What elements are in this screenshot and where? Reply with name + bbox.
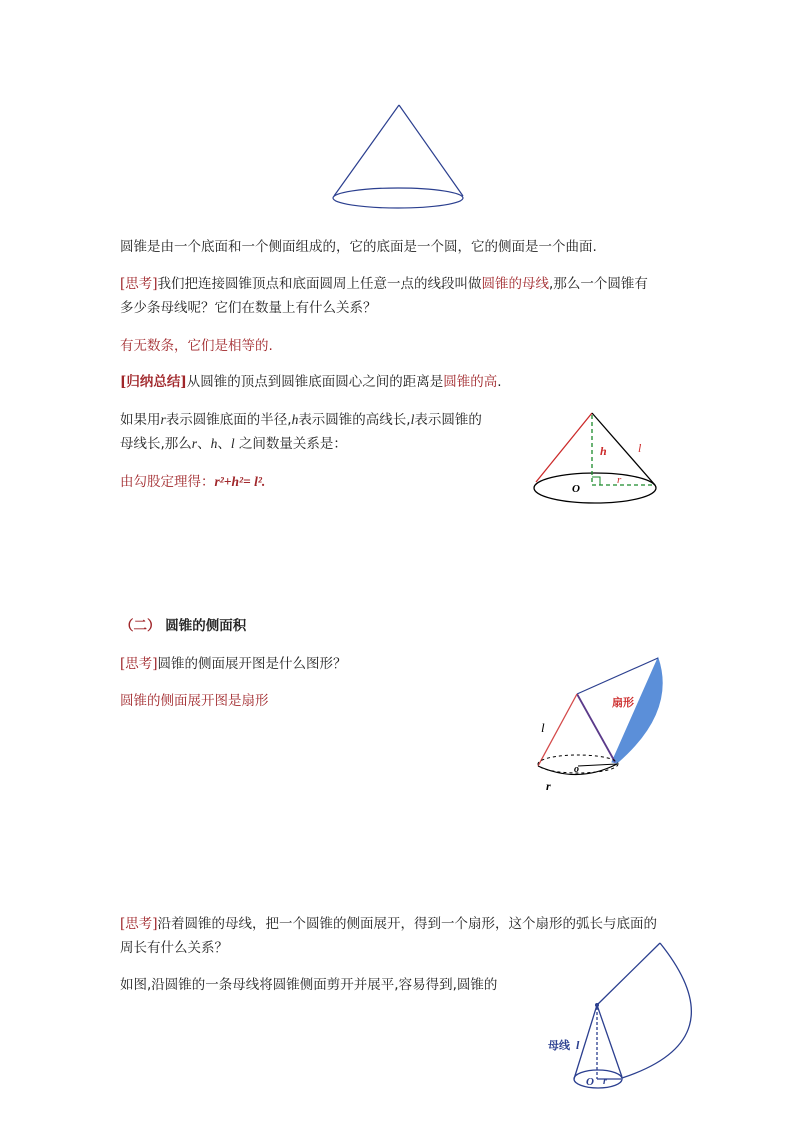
summary-paragraph: [归纳总结]从圆锥的顶点到圆锥底面圆心之间的距离是圆锥的高. xyxy=(120,374,502,390)
cone2-r-label: r xyxy=(617,474,622,486)
height-term: 圆锥的高 xyxy=(443,374,498,390)
think-paragraph-3-line2: 周长有什么关系？ xyxy=(120,940,228,956)
think-paragraph-1-line2: 多少条母线呢？它们在数量上有什么关系？ xyxy=(120,300,377,316)
think-paragraph-1: [思考]我们把连接圆锥顶点和底面圆周上任意一点的线段叫做圆锥的母线,那么一个圆锥有 xyxy=(120,276,648,292)
think-answer-2: 圆锥的侧面展开图是扇形 xyxy=(120,693,269,709)
cone4-apex xyxy=(595,1003,599,1007)
cone2-l-label: l xyxy=(638,441,642,455)
think-paragraph-3: [思考]沿着圆锥的母线，把一个圆锥的侧面展开，得到一个扇形，这个扇形的弧长与底面的 xyxy=(120,916,658,932)
generatrix-term: 圆锥的母线 xyxy=(481,276,550,292)
cone3-l-label: l xyxy=(541,720,545,735)
think-answer-1: 有无数条，它们是相等的. xyxy=(120,338,273,354)
generatrix-label: 母线 xyxy=(548,1039,570,1052)
cone2-h-label: h xyxy=(600,444,607,458)
cone2-o-label: O xyxy=(572,483,580,495)
sector4-arc xyxy=(622,943,691,1078)
think-tag: [思考] xyxy=(120,276,158,292)
pythagorean-formula: r²+h²= l². xyxy=(214,474,266,489)
sector4-top-edge xyxy=(597,943,660,1005)
cone4-right-edge xyxy=(597,1005,622,1077)
cone4-o-label: O xyxy=(586,1076,594,1088)
think-tag: [思考] xyxy=(120,916,158,932)
relation-line-1: 如果用r表示圆锥底面的半径,h表示圆锥的高线长,l表示圆锥的 xyxy=(120,412,482,428)
summary-tag: [归纳总结] xyxy=(120,374,187,390)
section-heading: （二） 圆锥的侧面积 xyxy=(120,618,247,634)
cone3-o-label: o xyxy=(574,764,579,775)
pythagorean-statement: 由勾股定理得：r²+h²= l². xyxy=(120,474,266,490)
unfold-explanation: 如图,沿圆锥的一条母线将圆锥侧面剪开并展平,容易得到,圆锥的 xyxy=(120,977,498,993)
cone3-r-label: r xyxy=(546,779,551,793)
cone4-r-label: r xyxy=(603,1076,607,1087)
sector-label: 扇形 xyxy=(612,696,634,709)
cone-definition: 圆锥是由一个底面和一个侧面组成的，它的底面是一个圆，它的侧面是一个曲面. xyxy=(120,239,597,255)
think-tag: [思考] xyxy=(120,656,158,672)
generatrix-l-label: l xyxy=(576,1038,580,1052)
relation-line-2: 母线长,那么r、h、l 之间数量关系是： xyxy=(120,436,347,452)
think-paragraph-2: [思考]圆锥的侧面展开图是什么图形？ xyxy=(120,656,347,672)
